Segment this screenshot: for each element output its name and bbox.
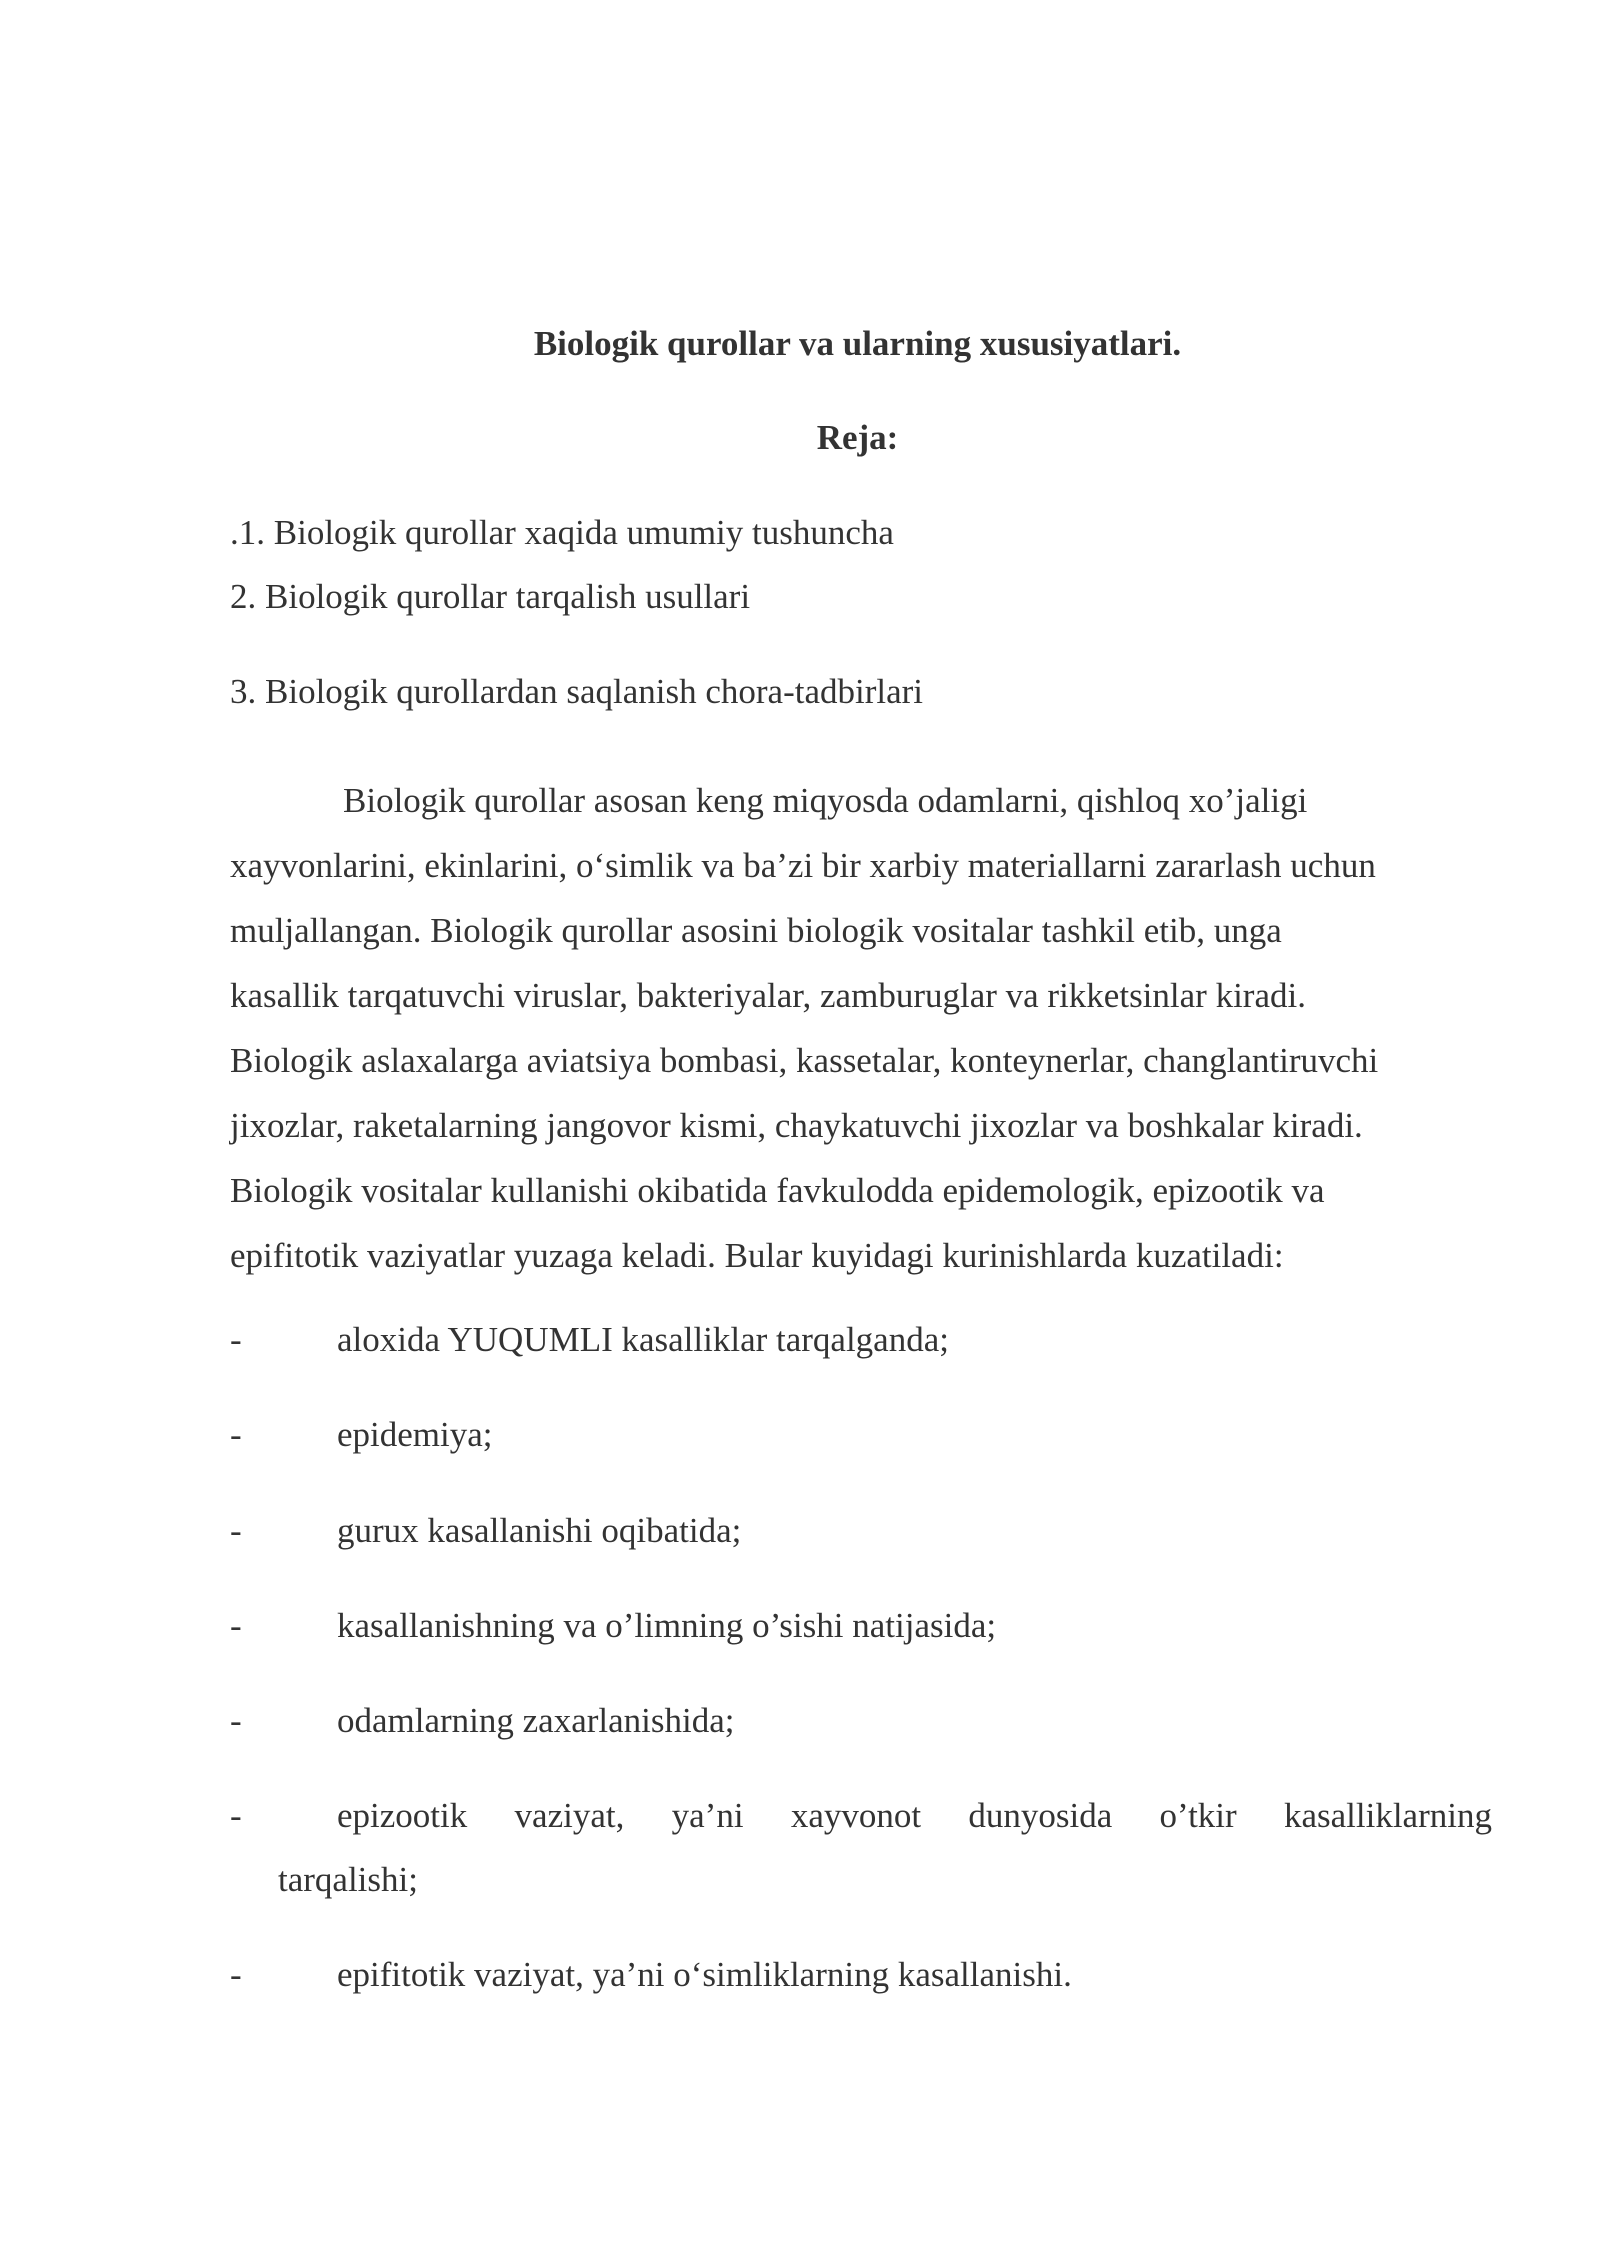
bullet-dash: - — [230, 1955, 242, 1994]
bullet-word: dunyosida — [968, 1796, 1113, 1835]
paragraph-line: epifitotik vaziyatlar yuzaga keladi. Bular kuyidagi kurinishlarda kuzatiladi: — [230, 1236, 1284, 1275]
body-paragraph — [230, 768, 1492, 1288]
paragraph-line: Biologik aslaxalarga aviatsiya bombasi, kassetalar, konteynerlar, changlantiruvchi — [230, 1041, 1379, 1080]
bullet-dash: - — [230, 1511, 242, 1550]
bullet-word: o’tkir — [1159, 1796, 1237, 1835]
bullet-word: kasalliklarning — [1283, 1796, 1492, 1835]
bullet-dash: - — [230, 1701, 242, 1740]
paragraph-line: muljallangan. Biologik qurollar asosini biologik vositalar tashkil etib, unga — [230, 911, 1282, 950]
plan-item: .1. Biologik qurollar xaqida umumiy tushuncha — [230, 513, 894, 552]
bullet-word: vaziyat, — [514, 1796, 625, 1835]
bullet-text: aloxida YUQUMLI kasalliklar tarqalganda; — [337, 1320, 949, 1359]
bullet-dash: - — [230, 1415, 242, 1454]
bullet-word: xayvonot — [790, 1796, 922, 1835]
document-title: Biologik qurollar va ularning xususiyatlari. — [533, 324, 1182, 363]
paragraph-line: Biologik vositalar kullanishi okibatida favkulodda epidemologik, epizootik va — [230, 1171, 1325, 1210]
plan-item: 3. Biologik qurollardan saqlanish chora-tadbirlari — [230, 672, 924, 711]
bullet-dash: - — [230, 1320, 242, 1359]
bullet-text: epifitotik vaziyat, ya’ni o‘simliklarning kasallanishi. — [337, 1955, 1072, 1994]
bullet-text: gurux kasallanishi oqibatida; — [337, 1511, 742, 1550]
bullet-word: ya’ni — [671, 1796, 744, 1835]
paragraph-line: Biologik qurollar asosan keng miqyosda odamlarni, qishloq xo’jaligi — [343, 781, 1308, 820]
bullet-text: kasallanishning va o’limning o’sishi natijasida; — [337, 1606, 997, 1645]
bullet-text: odamlarning zaxarlanishida; — [337, 1701, 735, 1740]
plan-heading: Reja: — [816, 418, 899, 457]
bullet-dash: - — [230, 1796, 242, 1835]
paragraph-line: kasallik tarqatuvchi viruslar, bakteriyalar, zamburuglar va rikketsinlar kiradi. — [230, 976, 1306, 1015]
bullet-text-justified — [337, 1794, 1492, 1838]
plan-item: 2. Biologik qurollar tarqalish usullari — [230, 577, 751, 616]
paragraph-line: jixozlar, raketalarning jangovor kismi, chaykatuvchi jixozlar va boshkalar kiradi. — [230, 1106, 1363, 1145]
bullet-continuation: tarqalishi; — [278, 1860, 418, 1899]
bullet-word: epizootik — [337, 1796, 468, 1835]
bullet-text: epidemiya; — [337, 1415, 493, 1454]
bullet-dash: - — [230, 1606, 242, 1645]
paragraph-line: xayvonlarini, ekinlarini, o‘simlik va ba’zi bir xarbiy materiallarni zararlash uchun — [230, 846, 1376, 885]
